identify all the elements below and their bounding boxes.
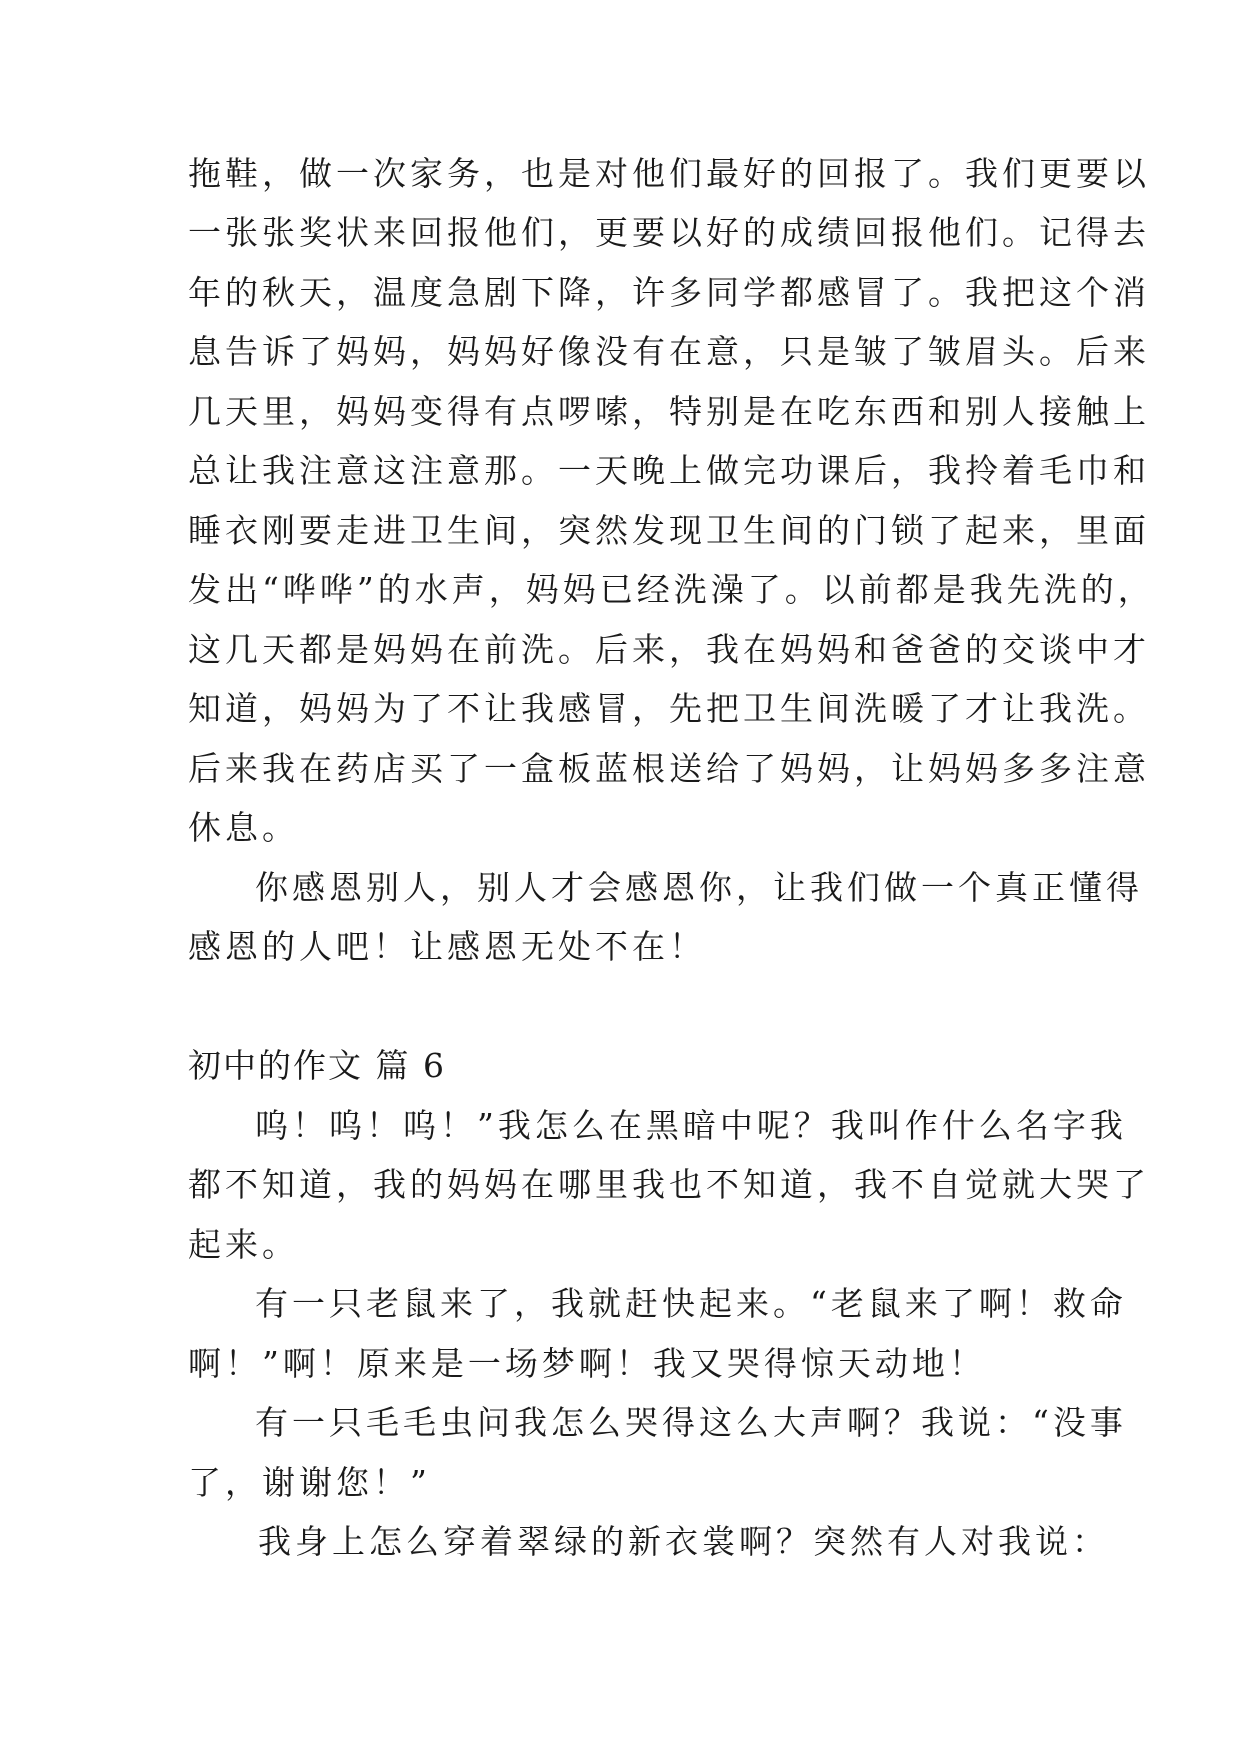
text-line: 啊！”啊！原来是一场梦啊！我又哭得惊天动地！ (188, 1344, 986, 1383)
text-line: 感恩的人吧！让感恩无处不在！ (188, 927, 706, 966)
text-line: 睡衣刚要走进卫生间，突然发现卫生间的门锁了起来，里面 (188, 511, 1150, 550)
paragraph-start-line: 呜！呜！呜！”我怎么在黑暗中呢？我叫作什么名字我 (255, 1106, 1127, 1145)
paragraph-start-line: 有一只老鼠来了，我就赶快起来。“老鼠来了啊！救命 (255, 1284, 1127, 1323)
text-line: 总让我注意这注意那。一天晚上做完功课后，我拎着毛巾和 (188, 451, 1150, 490)
text-line: 几天里，妈妈变得有点啰嗦，特别是在吃东西和别人接触上 (188, 392, 1150, 431)
section-heading: 初中的作文 篇 6 (188, 1046, 446, 1085)
text-line: 都不知道，我的妈妈在哪里我也不知道，我不自觉就大哭了 (188, 1165, 1150, 1204)
text-line: 后来我在药店买了一盒板蓝根送给了妈妈，让妈妈多多注意 (188, 749, 1150, 788)
text-line: 一张张奖状来回报他们，更要以好的成绩回报他们。记得去 (188, 213, 1150, 252)
paragraph-start-line: 有一只毛毛虫问我怎么哭得这么大声啊？我说：“没事 (255, 1403, 1127, 1442)
text-line: 休息。 (188, 808, 299, 847)
text-line: 拖鞋，做一次家务，也是对他们最好的回报了。我们更要以 (188, 154, 1150, 193)
text-line: 年的秋天，温度急剧下降，许多同学都感冒了。我把这个消 (188, 273, 1150, 312)
text-line: 这几天都是妈妈在前洗。后来，我在妈妈和爸爸的交谈中才 (188, 630, 1150, 669)
paragraph-start-line: 你感恩别人，别人才会感恩你，让我们做一个真正懂得 (255, 868, 1143, 907)
paragraph-start-line: 我身上怎么穿着翠绿的新衣裳啊？突然有人对我说： (258, 1522, 1109, 1561)
text-line: 息告诉了妈妈，妈妈好像没有在意，只是皱了皱眉头。后来 (188, 332, 1150, 371)
text-line: 知道，妈妈为了不让我感冒，先把卫生间洗暖了才让我洗。 (188, 689, 1150, 728)
text-line: 起来。 (188, 1225, 299, 1264)
text-line: 了，谢谢您！” (188, 1463, 431, 1502)
text-line: 发出“哗哗”的水声，妈妈已经洗澡了。以前都是我先洗的， (188, 570, 1155, 609)
